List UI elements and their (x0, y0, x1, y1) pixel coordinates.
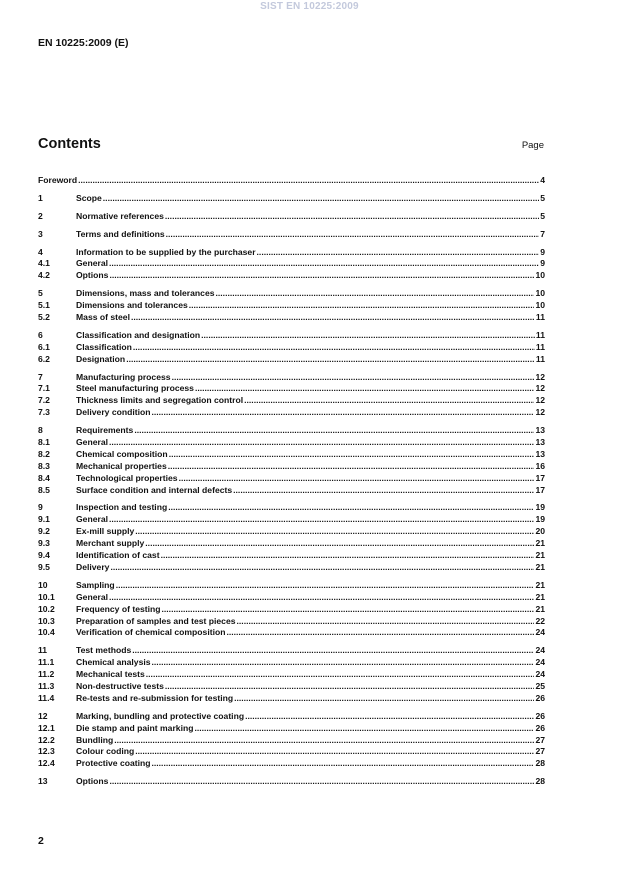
toc-dot-leader (109, 592, 534, 604)
toc-entry-number: 5.2 (38, 312, 50, 323)
toc-entry-number: 5.1 (38, 300, 50, 311)
toc-entry-number: 1 (38, 192, 43, 203)
toc-entry[interactable] (38, 550, 545, 562)
toc-entry[interactable] (38, 288, 545, 300)
toc-entry-title: Preparation of samples and test pieces (76, 615, 236, 626)
toc-dot-leader (131, 312, 535, 324)
toc-entry-page: 24 (535, 669, 545, 680)
toc-dot-leader (161, 550, 535, 562)
toc-entry[interactable] (38, 300, 545, 312)
toc-dot-leader (146, 669, 535, 681)
toc-entry-number: 11.3 (38, 680, 55, 691)
toc-entry[interactable] (38, 604, 545, 616)
toc-entry-title: Bundling (76, 734, 114, 745)
toc-entry-title: Scope (76, 192, 102, 203)
toc-entry-page: 27 (535, 734, 545, 745)
toc-entry-number: 10.3 (38, 615, 55, 626)
toc-entry-title: Classification and designation (76, 329, 201, 340)
toc-group (38, 175, 545, 187)
toc-entry-page: 5 (540, 210, 545, 221)
toc-entry-number: 11.2 (38, 669, 55, 680)
toc-entry-number: 6.1 (38, 341, 50, 352)
toc-entry-number: 11.4 (38, 692, 55, 703)
toc-dot-leader (152, 657, 535, 669)
toc-entry-page: 28 (535, 758, 545, 769)
toc-entry-title: Chemical analysis (76, 657, 151, 668)
toc-entry-page: 21 (535, 550, 545, 561)
toc-dot-leader (133, 342, 535, 354)
toc-entry-number: 8.5 (38, 484, 50, 495)
toc-entry-page: 26 (535, 710, 545, 721)
toc-entry-title: Delivery condition (76, 407, 151, 418)
toc-entry-number: 8.4 (38, 472, 50, 483)
toc-entry-page: 12 (535, 395, 545, 406)
toc-group (38, 229, 545, 241)
toc-entry-page: 10 (535, 270, 545, 281)
toc-dot-leader (114, 735, 534, 747)
toc-dot-leader (109, 270, 534, 282)
toc-entry-number: 10.2 (38, 603, 55, 614)
toc-entry[interactable] (38, 354, 545, 366)
toc-dot-leader (189, 300, 535, 312)
toc-entry-page: 11 (535, 353, 545, 364)
toc-group (38, 645, 545, 704)
toc-group (38, 288, 545, 324)
toc-entry[interactable] (38, 502, 545, 514)
toc-entry-number: 10.1 (38, 591, 55, 602)
toc-entry-title: Dimensions and tolerances (76, 300, 188, 311)
toc-entry-number: 4.2 (38, 270, 50, 281)
toc-dot-leader (172, 372, 535, 384)
toc-dot-leader (194, 723, 534, 735)
toc-entry[interactable] (38, 616, 545, 628)
toc-entry[interactable] (38, 229, 545, 241)
toc-entry-title: Mechanical properties (76, 460, 167, 471)
toc-entry[interactable] (38, 258, 545, 270)
toc-entry-number: 3 (38, 228, 43, 239)
toc-entry-title: Thickness limits and segregation control (76, 395, 244, 406)
toc-entry-title: General (76, 437, 109, 448)
toc-entry-page: 10 (535, 300, 545, 311)
toc-entry[interactable] (38, 473, 545, 485)
toc-dot-leader (116, 580, 535, 592)
toc-entry-page: 13 (535, 437, 545, 448)
toc-entry[interactable] (38, 735, 545, 747)
document-id: EN 10225:2009 (E) (38, 37, 129, 49)
toc-entry-title: Dimensions, mass and tolerances (76, 288, 215, 299)
toc-entry-page: 24 (535, 657, 545, 668)
toc-entry[interactable] (38, 746, 545, 758)
toc-dot-leader (162, 604, 535, 616)
toc-entry[interactable] (38, 580, 545, 592)
toc-entry-number: 13 (38, 776, 48, 787)
toc-entry[interactable] (38, 538, 545, 550)
toc-entry-number: 9.2 (38, 526, 50, 537)
toc-dot-leader (110, 562, 534, 574)
toc-entry-title: General (76, 591, 109, 602)
toc-group (38, 711, 545, 770)
toc-entry-number: 6 (38, 329, 43, 340)
toc-entry[interactable] (38, 461, 545, 473)
toc-entry-title: Test methods (76, 645, 132, 656)
toc-entry[interactable] (38, 693, 545, 705)
toc-group (38, 776, 545, 788)
toc-entry-page: 12 (535, 407, 545, 418)
toc-entry-page: 26 (535, 692, 545, 703)
toc-entry-title: Foreword (38, 175, 78, 185)
toc-entry-page: 19 (535, 514, 545, 525)
toc-dot-leader (165, 681, 535, 693)
toc-dot-leader (132, 645, 534, 657)
toc-dot-leader (109, 514, 534, 526)
toc-entry-number: 12.4 (38, 758, 55, 769)
toc-entry[interactable] (38, 681, 545, 693)
toc-entry-number: 7 (38, 371, 43, 382)
toc-entry-page: 22 (535, 615, 545, 626)
toc-entry-page: 9 (540, 258, 545, 269)
toc-entry[interactable] (38, 437, 545, 449)
toc-entry-title: Sampling (76, 579, 115, 590)
toc-entry[interactable] (38, 211, 545, 223)
toc-entry-page: 5 (540, 192, 545, 203)
toc-entry[interactable] (38, 383, 545, 395)
toc-entry-number: 9.5 (38, 561, 50, 572)
toc-dot-leader (165, 211, 539, 223)
toc-group (38, 193, 545, 205)
toc-entry-title: Designation (76, 353, 126, 364)
toc-entry-page: 20 (535, 526, 545, 537)
toc-entry-title: General (76, 258, 109, 269)
toc-entry-page: 21 (535, 579, 545, 590)
toc-entry-page: 16 (535, 460, 545, 471)
toc-entry[interactable] (38, 711, 545, 723)
toc-entry-page: 11 (535, 329, 545, 340)
toc-entry-page: 28 (535, 776, 545, 787)
toc-entry-title: Options (76, 270, 109, 281)
toc-entry-page: 13 (535, 448, 545, 459)
toc-dot-leader (195, 383, 534, 395)
toc-entry-number: 9.4 (38, 550, 50, 561)
toc-entry-page: 27 (535, 746, 545, 757)
toc-entry[interactable] (38, 562, 545, 574)
toc-entry-page: 12 (535, 383, 545, 394)
toc-entry-title: Die stamp and paint marking (76, 722, 194, 733)
toc-dot-leader (216, 288, 535, 300)
toc-entry-title: Terms and definitions (76, 228, 165, 239)
toc-dot-leader (179, 473, 535, 485)
toc-entry-page: 21 (535, 561, 545, 572)
toc-entry-page: 7 (540, 228, 545, 239)
toc-dot-leader (134, 425, 534, 437)
toc-entry-title: Mechanical tests (76, 669, 145, 680)
toc-dot-leader (109, 776, 534, 788)
toc-entry-number: 8.3 (38, 460, 50, 471)
toc-entry-number: 12.1 (38, 722, 55, 733)
toc-entry-page: 24 (535, 627, 545, 638)
toc-entry[interactable] (38, 449, 545, 461)
toc-entry[interactable] (38, 372, 545, 384)
toc-entry[interactable] (38, 723, 545, 735)
toc-entry-title: Mass of steel (76, 312, 130, 323)
toc-entry-number: 8.1 (38, 437, 50, 448)
toc-entry[interactable] (38, 193, 545, 205)
toc-dot-leader (244, 395, 534, 407)
toc-dot-leader (126, 354, 535, 366)
toc-entry-page: 10 (535, 288, 545, 299)
toc-entry[interactable] (38, 526, 545, 538)
toc-dot-leader (233, 485, 534, 497)
toc-entry[interactable] (38, 669, 545, 681)
toc-entry[interactable] (38, 270, 545, 282)
toc-entry-page: 4 (540, 175, 545, 185)
toc-entry[interactable] (38, 627, 545, 639)
toc-group (38, 580, 545, 639)
toc-dot-leader (145, 538, 534, 550)
toc-group (38, 372, 545, 420)
toc-entry[interactable] (38, 514, 545, 526)
toc-entry-number: 11.1 (38, 657, 55, 668)
toc-entry-title: Frequency of testing (76, 603, 161, 614)
toc-dot-leader (226, 627, 534, 639)
toc-entry-number: 10 (38, 579, 48, 590)
toc-entry-number: 6.2 (38, 353, 50, 364)
toc-dot-leader (152, 407, 535, 419)
toc-entry-page: 24 (535, 645, 545, 656)
toc-entry-title: Verification of chemical composition (76, 627, 226, 638)
toc-entry[interactable] (38, 175, 545, 187)
toc-entry-title: Requirements (76, 425, 134, 436)
toc-entry-number: 8 (38, 425, 43, 436)
toc-group (38, 425, 545, 496)
toc-entry[interactable] (38, 330, 545, 342)
toc-entry[interactable] (38, 592, 545, 604)
toc-entry-page: 11 (535, 312, 545, 323)
toc-entry-number: 2 (38, 210, 43, 221)
toc-dot-leader (237, 616, 535, 628)
toc-entry-page: 12 (535, 371, 545, 382)
toc-entry[interactable] (38, 312, 545, 324)
toc-entry-title: Options (76, 776, 109, 787)
toc-dot-leader (245, 711, 534, 723)
toc-entry-number: 4 (38, 246, 43, 257)
toc-entry-title: Technological properties (76, 472, 178, 483)
toc-entry-page: 25 (535, 680, 545, 691)
toc-entry-title: Identification of cast (76, 550, 160, 561)
toc-dot-leader (201, 330, 535, 342)
toc-entry-page: 13 (535, 425, 545, 436)
toc-group (38, 330, 545, 366)
toc-entry-number: 9.1 (38, 514, 50, 525)
toc-entry-title: Colour coding (76, 746, 135, 757)
toc-entry[interactable] (38, 425, 545, 437)
toc-entry-page: 21 (535, 603, 545, 614)
toc-dot-leader (135, 746, 534, 758)
toc-entry-title: Classification (76, 341, 132, 352)
toc-entry-page: 21 (535, 538, 545, 549)
toc-dot-leader (135, 526, 534, 538)
toc-dot-leader (257, 247, 540, 259)
toc-dot-leader (103, 193, 539, 205)
toc-entry-number: 9.3 (38, 538, 50, 549)
page-column-label: Page (521, 140, 544, 151)
toc-entry-number: 12.3 (38, 746, 55, 757)
toc-entry[interactable] (38, 247, 545, 259)
toc-entry-title: Re-tests and re-submission for testing (76, 692, 234, 703)
toc-entry-title: Delivery (76, 561, 110, 572)
toc-entry-number: 12.2 (38, 734, 55, 745)
toc-entry-page: 17 (535, 472, 545, 483)
toc-entry-page: 9 (540, 246, 545, 257)
toc-entry[interactable] (38, 342, 545, 354)
toc-entry-number: 10.4 (38, 627, 55, 638)
toc-dot-leader (166, 229, 540, 241)
toc-dot-leader (109, 258, 539, 270)
toc-entry-title: Chemical composition (76, 448, 168, 459)
toc-entry-page: 19 (535, 502, 545, 513)
toc-entry-title: Protective coating (76, 758, 151, 769)
page-number: 2 (38, 835, 44, 847)
toc-entry-number: 4.1 (38, 258, 50, 269)
toc-entry-title: Ex-mill supply (76, 526, 135, 537)
toc-entry[interactable] (38, 407, 545, 419)
toc-entry-title: Surface condition and internal defects (76, 484, 233, 495)
toc-entry-page: 21 (535, 591, 545, 602)
toc-entry-title: Non-destructive tests (76, 680, 164, 691)
toc-group (38, 502, 545, 573)
toc-entry-number: 5 (38, 288, 43, 299)
toc-entry-number: 12 (38, 710, 48, 721)
toc-group (38, 211, 545, 223)
toc-dot-leader (169, 449, 535, 461)
toc-entry-page: 17 (535, 484, 545, 495)
watermark-text: SIST EN 10225:2009 (260, 1, 359, 12)
toc-entry-number: 8.2 (38, 448, 50, 459)
toc-entry-number: 9 (38, 502, 43, 513)
toc-dot-leader (234, 693, 534, 705)
toc-dot-leader (109, 437, 534, 449)
toc-group (38, 247, 545, 283)
toc-entry-title: Manufacturing process (76, 371, 171, 382)
toc-entry-title: Marking, bundling and protective coating (76, 710, 245, 721)
toc-entry-title: Steel manufacturing process (76, 383, 194, 394)
table-of-contents (38, 175, 545, 794)
toc-entry-number: 11 (38, 645, 48, 656)
toc-entry[interactable] (38, 758, 545, 770)
toc-entry-title: Merchant supply (76, 538, 145, 549)
toc-dot-leader (168, 461, 535, 473)
toc-entry-title: Normative references (76, 210, 164, 221)
toc-dot-leader (168, 502, 534, 514)
toc-entry-title: General (76, 514, 109, 525)
toc-entry[interactable] (38, 485, 545, 497)
toc-entry-title: Information to be supplied by the purchaser (76, 246, 256, 257)
toc-entry[interactable] (38, 645, 545, 657)
toc-entry-title: Inspection and testing (76, 502, 168, 513)
toc-dot-leader (78, 175, 539, 187)
toc-entry-number: 7.2 (38, 395, 50, 406)
toc-entry[interactable] (38, 657, 545, 669)
toc-entry-page: 11 (535, 341, 545, 352)
toc-dot-leader (152, 758, 535, 770)
toc-entry-page: 26 (535, 722, 545, 733)
toc-entry[interactable] (38, 776, 545, 788)
toc-entry-number: 7.3 (38, 407, 50, 418)
toc-entry-number: 7.1 (38, 383, 50, 394)
toc-entry[interactable] (38, 395, 545, 407)
contents-heading: Contents (38, 136, 101, 152)
